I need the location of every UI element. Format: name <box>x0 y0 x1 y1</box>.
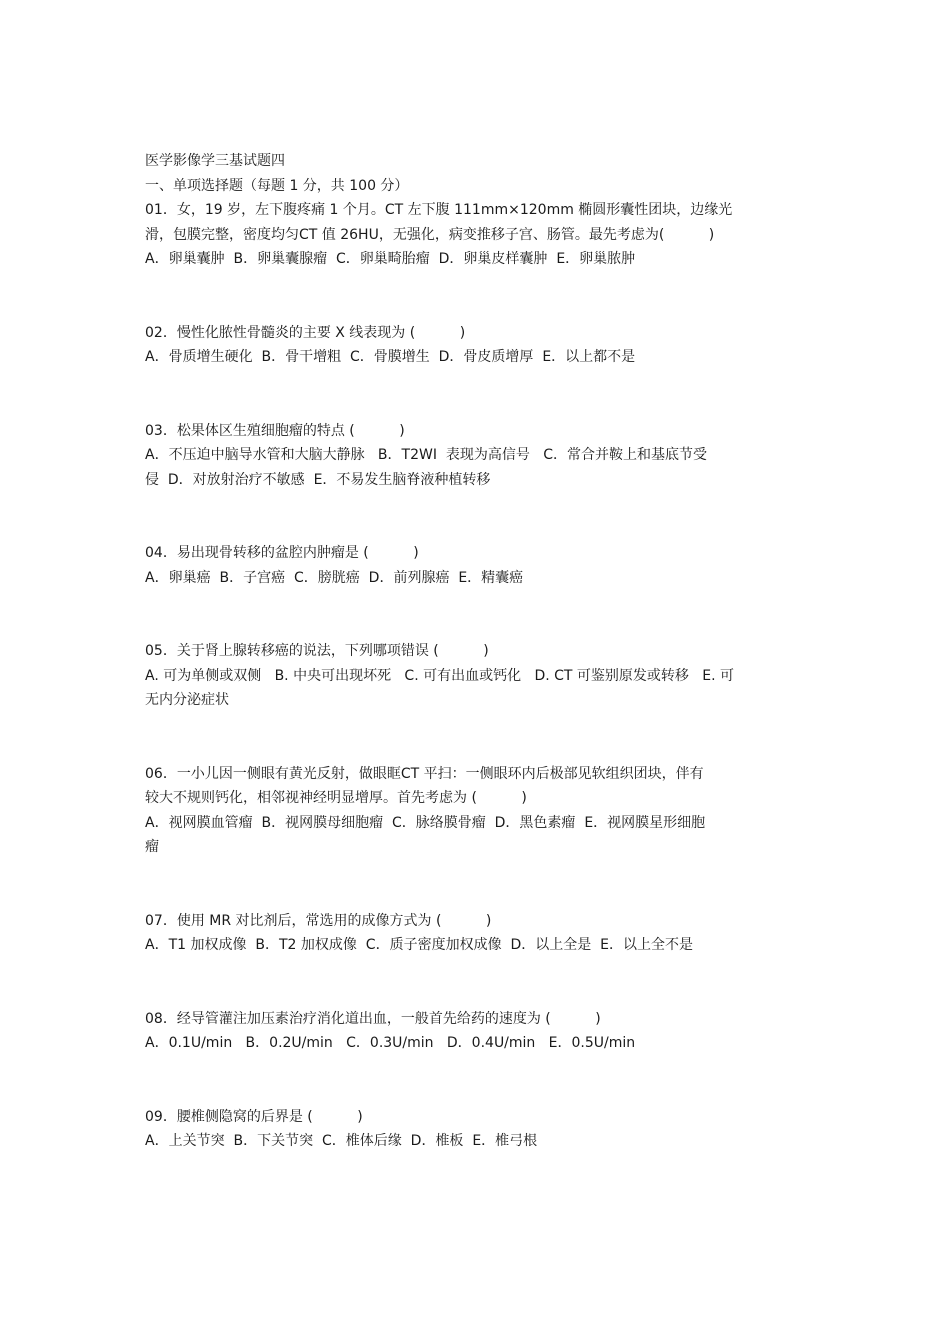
question-options-line: 瘤 <box>145 839 159 855</box>
question-spacer <box>145 1056 810 1105</box>
question-item <box>145 198 810 272</box>
question-item <box>145 321 810 370</box>
question-stem-line: 06．一小儿因一侧眼有黄光反射，做眼眶CT 平扫：一侧眼环内后极部见软组织团块，伴有 <box>145 765 704 782</box>
question-stem-line: 03．松果体区生殖细胞瘤的特点 ( ) <box>145 422 405 439</box>
question-item <box>145 639 810 713</box>
question-item <box>145 419 810 493</box>
question-list <box>145 198 810 1154</box>
question-options-line: A．不压迫中脑导水管和大脑大静脉 B．T2WI 表现为高信号 C．常合并鞍上和基底节受 <box>145 447 707 463</box>
question-options-line: 侵 D．对放射治疗不敏感 E．不易发生脑脊液种植转移 <box>145 471 491 488</box>
question-spacer <box>145 958 810 1007</box>
question-stem-line: 较大不规则钙化，相邻视神经明显增厚。首先考虑为 ( ) <box>145 790 527 806</box>
section-heading: 一、单项选择题（每题 1 分，共 100 分） <box>145 177 409 194</box>
question-item <box>145 541 810 590</box>
question-spacer <box>145 492 810 541</box>
question-stem-line: 05．关于肾上腺转移癌的说法，下列哪项错误 ( ) <box>145 643 489 659</box>
question-options-line: A. 可为单侧或双侧 B. 中央可出现坏死 C. 可有出血或钙化 D. CT 可鉴别原发或转移 E. 可 <box>145 667 735 684</box>
question-spacer <box>145 272 810 321</box>
question-spacer <box>145 590 810 639</box>
question-spacer <box>145 713 810 762</box>
question-options-line: A．骨质增生硬化 B．骨干增粗 C．骨膜增生 D．骨皮质增厚 E．以上都不是 <box>145 349 636 365</box>
document-body <box>145 149 810 1154</box>
question-stem-line: 09．腰椎侧隐窝的后界是 ( ) <box>145 1108 363 1125</box>
question-stem-line: 滑，包膜完整，密度均匀CT 值 26HU，无强化，病变推移子宫、肠管。最先考虑为( ) <box>145 226 715 243</box>
question-spacer <box>145 370 810 419</box>
question-spacer <box>145 860 810 909</box>
question-options-line: A．卵巢囊肿 B．卵巢囊腺瘤 C．卵巢畸胎瘤 D．卵巢皮样囊肿 E．卵巢脓肿 <box>145 251 636 267</box>
question-options-line: A．视网膜血管瘤 B．视网膜母细胞瘤 C．脉络膜骨瘤 D．黑色素瘤 E．视网膜星形细胞 <box>145 814 706 831</box>
question-item <box>145 1105 810 1154</box>
question-options-line: A．卵巢癌 B．子宫癌 C．膀胱癌 D．前列腺癌 E．精囊癌 <box>145 569 524 586</box>
question-options-line: A．0.1U/min B．0.2U/min C．0.3U/min D．0.4U/min E．0.5U/min <box>145 1035 636 1051</box>
question-stem-line: 08．经导管灌注加压素治疗消化道出血，一般首先给药的速度为 ( ) <box>145 1010 601 1027</box>
question-stem-line: 02．慢性化脓性骨髓炎的主要 X 线表现为 ( ) <box>145 324 466 341</box>
question-options-line: 无内分泌症状 <box>145 692 229 708</box>
question-stem-line: 07．使用 MR 对比剂后，常选用的成像方式为 ( ) <box>145 912 492 929</box>
question-item <box>145 909 810 958</box>
question-options-line: A．上关节突 B．下关节突 C．椎体后缘 D．椎板 E．椎弓根 <box>145 1133 538 1149</box>
question-stem-line: 04．易出现骨转移的盆腔内肿瘤是 ( ) <box>145 545 419 561</box>
question-options-line: A．T1 加权成像 B．T2 加权成像 C．质子密度加权成像 D．以上全是 E．以上全不是 <box>145 937 694 953</box>
document-title: 医学影像学三基试题四 <box>145 153 285 169</box>
question-stem-line: 01．女，19 岁，左下腹疼痛 1 个月。CT 左下腹 111mm×120mm 椭圆形囊性团块，边缘光 <box>145 202 733 218</box>
question-item <box>145 1007 810 1056</box>
question-item <box>145 762 810 860</box>
